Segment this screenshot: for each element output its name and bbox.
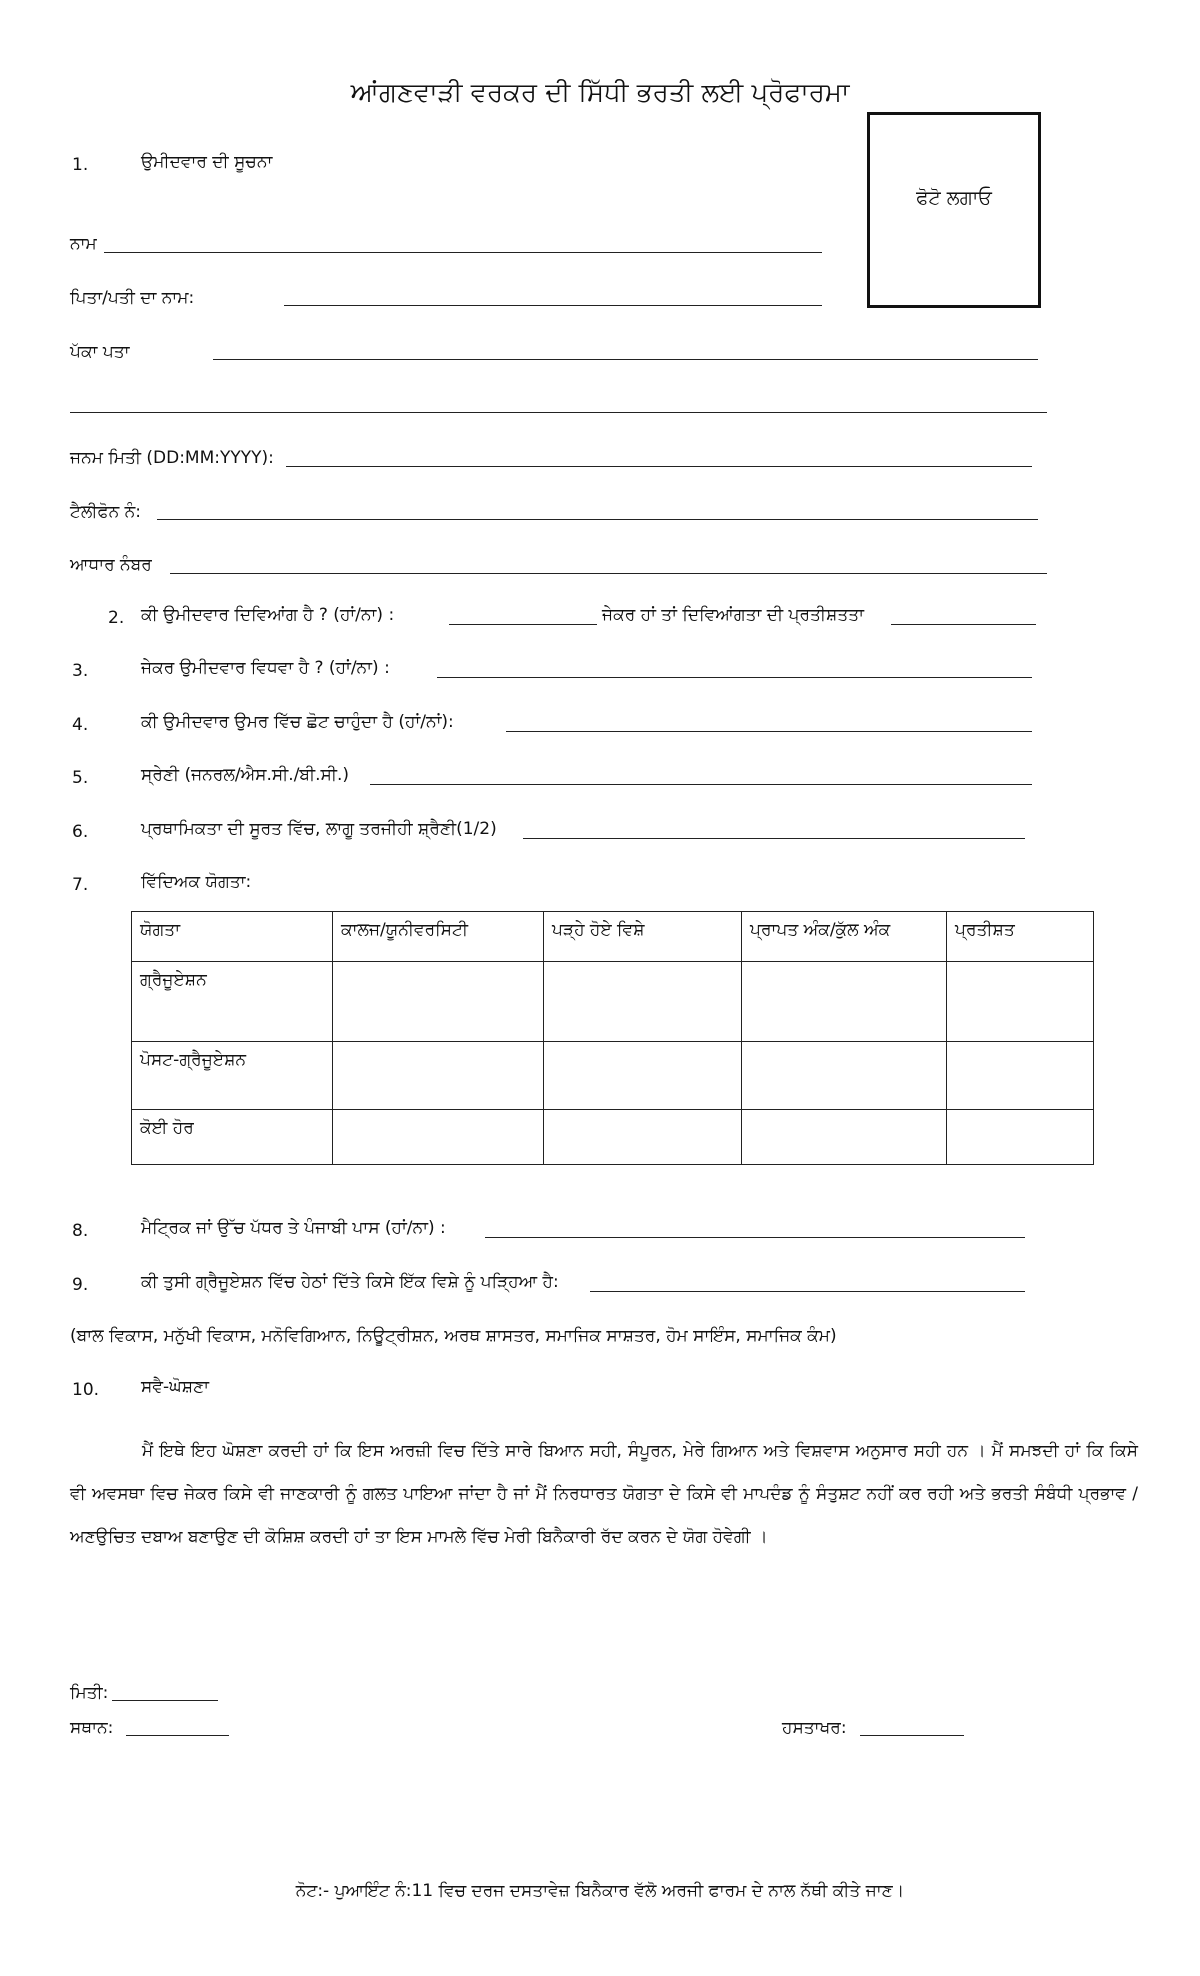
photo-box[interactable] — [867, 112, 1041, 308]
address-field-line-1[interactable] — [213, 359, 1038, 360]
item-7-label: ਵਿੱਦਿਅਕ ਯੋਗਤਾ: — [141, 872, 252, 892]
section-10-number: 10. — [72, 1380, 100, 1400]
disability-percentage-field[interactable] — [891, 624, 1036, 625]
section-1-heading: ਉਮੀਦਵਾਰ ਦੀ ਸੂਚਨਾ — [141, 152, 273, 172]
qualification-table — [131, 911, 1094, 1165]
section-1-number: 1. — [72, 155, 89, 175]
item-4-question: ਕੀ ਉਮੀਦਵਾਰ ਉਮਰ ਵਿੱਚ ਛੋਟ ਚਾਹੁੰਦਾ ਹੈ (ਹਾਂ/ਨਾਂ): — [141, 712, 454, 732]
table-row — [132, 1110, 1094, 1165]
dob-label: ਜਨਮ ਮਿਤੀ (DD:MM:YYYY): — [70, 448, 274, 468]
item-8-question: ਮੈਟ੍ਰਿਕ ਜਾਂ ਉੱਚ ਪੱਧਰ ਤੇ ਪੰਜਾਬੀ ਪਾਸ (ਹਾਂ/ਨਾ) : — [141, 1218, 446, 1238]
footer-note: ਨੋਟ:- ਪੁਆਇੰਟ ਨੰ:11 ਵਿਚ ਦਰਜ ਦਸਤਾਵੇਜ਼ ਬਿਨੈਕਾਰ ਵੱਲੋ ਅਰਜੀ ਫਾਰਮ ਦੇ ਨਾਲ ਨੱਥੀ ਕੀਤੇ ਜਾਣ। — [295, 1881, 905, 1901]
widow-field[interactable] — [437, 677, 1032, 678]
preference-category-field[interactable] — [523, 838, 1025, 839]
table-cell[interactable] — [333, 1110, 544, 1165]
aadhaar-label: ਆਧਾਰ ਨੰਬਰ — [70, 555, 152, 575]
graduation-subject-field[interactable] — [590, 1291, 1025, 1292]
table-cell[interactable] — [947, 1110, 1094, 1165]
phone-field[interactable] — [157, 519, 1038, 520]
address-label: ਪੱਕਾ ਪਤਾ — [70, 342, 130, 362]
table-cell[interactable] — [947, 1042, 1094, 1110]
table-row-label: ਕੋਈ ਹੋਰ — [132, 1110, 333, 1165]
punjabi-pass-field[interactable] — [485, 1237, 1025, 1238]
item-6-number: 6. — [72, 822, 89, 842]
table-row-label: ਪੋਸਟ-ਗ੍ਰੈਜੂਏਸ਼ਨ — [132, 1042, 333, 1110]
section-10-heading: ਸਵੈ-ਘੋਸ਼ਣਾ — [141, 1377, 209, 1397]
form-title: ਆਂਗਣਵਾੜੀ ਵਰਕਰ ਦੀ ਸਿੱਧੀ ਭਰਤੀ ਲਈ ਪ੍ਰੋਫਾਰਮਾ — [350, 78, 850, 108]
item-2-question: ਕੀ ਉਮੀਦਵਾਰ ਦਿਵਿਆਂਗ ਹੈ ? (ਹਾਂ/ਨਾ) : — [141, 605, 395, 625]
item-6-question: ਪ੍ਰਥਾਮਿਕਤਾ ਦੀ ਸੂਰਤ ਵਿੱਚ, ਲਾਗੂ ਤਰਜੀਹੀ ਸ਼੍ਰੈਣੀ(1/2) — [141, 819, 497, 839]
disabled-yes-no-field[interactable] — [449, 624, 597, 625]
table-cell[interactable] — [333, 962, 544, 1042]
table-row-label: ਗ੍ਰੈਜੂਏਸ਼ਨ — [132, 962, 333, 1042]
name-field[interactable] — [104, 252, 822, 253]
aadhaar-field[interactable] — [170, 573, 1047, 574]
phone-label: ਟੈਲੀਫੋਨ ਨੰ: — [70, 502, 141, 522]
name-label: ਨਾਮ — [70, 234, 97, 254]
table-cell[interactable] — [742, 962, 947, 1042]
item-9-question: ਕੀ ਤੁਸੀ ਗ੍ਰੈਜੂਏਸ਼ਨ ਵਿੱਚ ਹੇਠਾਂ ਦਿੱਤੇ ਕਿਸੇ ਇੱਕ ਵਿਸ਼ੇ ਨੂੰ ਪੜ੍ਹਿਆ ਹੈ: — [141, 1272, 559, 1292]
table-cell[interactable] — [544, 1110, 742, 1165]
table-cell[interactable] — [742, 1042, 947, 1110]
table-header-cell: ਪ੍ਰਾਪਤ ਅੰਕ/ਕੁੱਲ ਅੰਕ — [742, 912, 947, 962]
signature-label: ਹਸਤਾਖਰ: — [782, 1718, 847, 1738]
item-7-number: 7. — [72, 875, 89, 895]
table-cell[interactable] — [333, 1042, 544, 1110]
item-2-percentage-label: ਜੇਕਰ ਹਾਂ ਤਾਂ ਦਿਵਿਆਂਗਤਾ ਦੀ ਪ੍ਰਤੀਸ਼ਤਤਾ — [602, 605, 864, 625]
category-field[interactable] — [370, 784, 1032, 785]
table-cell[interactable] — [544, 1042, 742, 1110]
item-8-number: 8. — [72, 1221, 89, 1241]
table-header-cell: ਯੋਗਤਾ — [132, 912, 333, 962]
table-row — [132, 1042, 1094, 1110]
item-3-question: ਜੇਕਰ ਉਮੀਦਵਾਰ ਵਿਧਵਾ ਹੈ ? (ਹਾਂ/ਨਾ) : — [141, 658, 390, 678]
age-relaxation-field[interactable] — [506, 731, 1032, 732]
table-cell[interactable] — [742, 1110, 947, 1165]
item-2-number: 2. — [108, 608, 125, 628]
table-cell[interactable] — [544, 962, 742, 1042]
item-3-number: 3. — [72, 661, 89, 681]
dob-field[interactable] — [286, 466, 1032, 467]
table-header-cell: ਪ੍ਰਤੀਸ਼ਤ — [947, 912, 1094, 962]
table-header-cell: ਪੜ੍ਹੇ ਹੋਏ ਵਿਸ਼ੇ — [544, 912, 742, 962]
father-name-field[interactable] — [284, 305, 822, 306]
date-label: ਮਿਤੀ: — [70, 1683, 109, 1703]
item-4-number: 4. — [72, 715, 89, 735]
place-field[interactable] — [126, 1735, 229, 1736]
item-5-question: ਸ੍ਰੇਣੀ (ਜਨਰਲ/ਐਸ.ਸੀ./ਬੀ.ਸੀ.) — [141, 765, 350, 785]
item-5-number: 5. — [72, 768, 89, 788]
date-field[interactable] — [112, 1700, 218, 1701]
item-9-number: 9. — [72, 1275, 89, 1295]
table-row — [132, 962, 1094, 1042]
address-field-line-2[interactable] — [70, 412, 1047, 413]
place-label: ਸਥਾਨ: — [70, 1718, 114, 1738]
table-header-cell: ਕਾਲਜ/ਯੂਨੀਵਰਸਿਟੀ — [333, 912, 544, 962]
subjects-list: (ਬਾਲ ਵਿਕਾਸ, ਮਨੁੱਖੀ ਵਿਕਾਸ, ਮਨੋਵਿਗਿਆਨ, ਨਿਊਟ੍ਰੀਸ਼ਨ, ਅਰਥ ਸ਼ਾਸਤਰ, ਸਮਾਜਿਕ ਸਾਸ਼ਤਰ, ਹੋਮ ਸਾਇੰਸ, ਸਮਾਜਿਕ ਕੰਮ) — [70, 1326, 837, 1346]
table-header-row — [132, 912, 1094, 962]
table-cell[interactable] — [947, 962, 1094, 1042]
signature-field[interactable] — [860, 1735, 964, 1736]
father-name-label: ਪਿਤਾ/ਪਤੀ ਦਾ ਨਾਮ: — [70, 288, 195, 308]
photo-label: ਫੋਟੋ ਲਗਾਓ — [916, 187, 992, 209]
declaration-text: ਮੈਂ ਇਥੇ ਇਹ ਘੋਸ਼ਣਾ ਕਰਦੀ ਹਾਂ ਕਿ ਇਸ ਅਰਜ਼ੀ ਵਿਚ ਦਿੱਤੇ ਸਾਰੇ ਬਿਆਨ ਸਹੀ, ਸੰਪੂਰਨ, ਮੇਰੇ ਗਿਆਨ ਅਤੇ ਵਿਸ਼ਵਾਸ ਅਨੁਸਾਰ ਸਹੀ ਹਨ । ਮੈਂ ਸਮਝਦੀ ਹਾਂ ਕਿ ਕਿਸੇ ਵੀ ਅਵਸਥਾ ਵਿਚ ਜੇਕਰ ਕਿਸੇ ਵੀ ਜਾਣਕਾਰੀ ਨੂੰ ਗਲਤ ਪਾਇਆ ਜਾਂਦਾ ਹੈ ਜਾਂ ਮੈਂ ਨਿਰਧਾਰਤ ਯੋਗਤਾ ਦੇ ਕਿਸੇ ਵੀ ਮਾਪਦੰਡ ਨੂੰ ਸੰਤੁਸ਼ਟ ਨਹੀਂ ਕਰ ਰਹੀ ਅਤੇ ਭਰਤੀ ਸੰਬੰਧੀ ਪ੍ਰਭਾਵ / ਅਣਉਚਿਤ ਦਬਾਅ ਬਣਾਉਣ ਦੀ ਕੋਸ਼ਿਸ਼ ਕਰਦੀ ਹਾਂ ਤਾ ਇਸ ਮਾਮਲੇ ਵਿੱਚ ਮੇਰੀ ਬਿਨੈਕਾਰੀ ਰੱਦ ਕਰਨ ਦੇ ਯੋਗ ਹੋਵੇਗੀ । — [70, 1441, 1138, 1547]
